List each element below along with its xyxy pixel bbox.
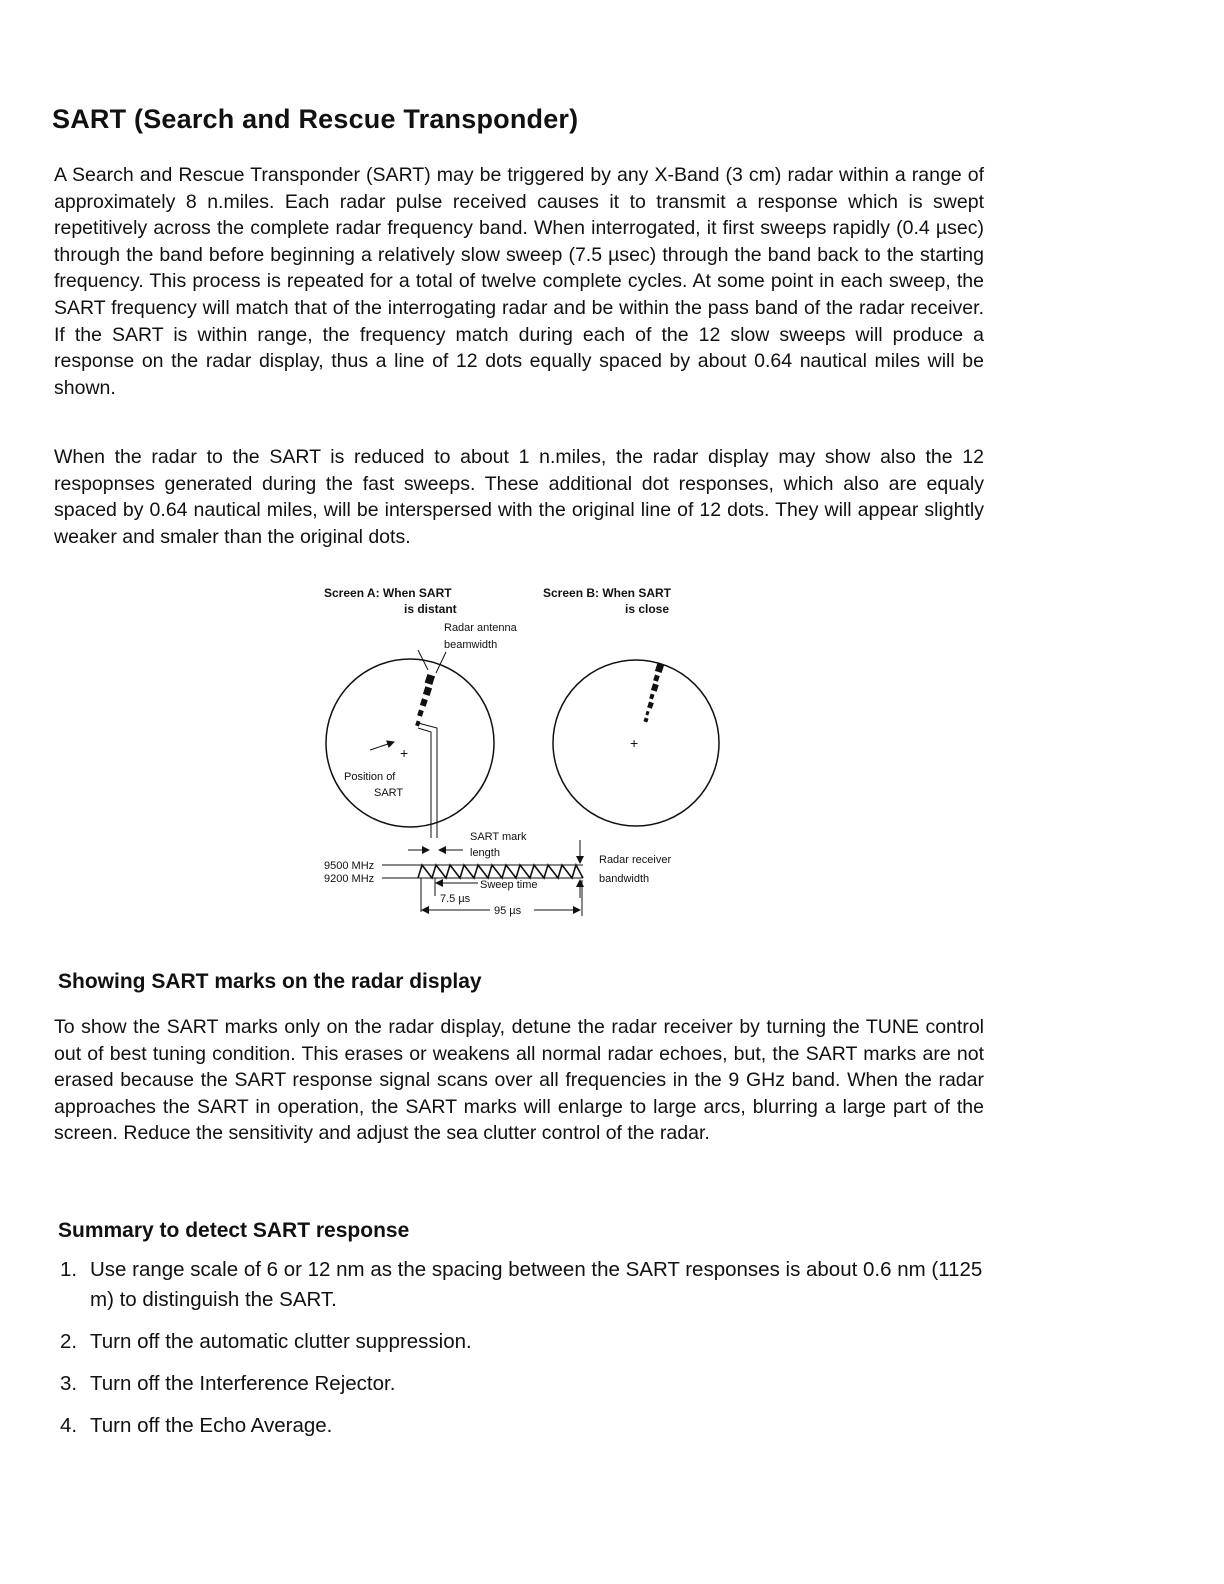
display-paragraph: To show the SART marks only on the radar display, detune the radar receiver by turning the TUNE control out of best tuning condition. This erases or weakens all normal radar echoes, but, the SART marks are not erased because the SART response signal scans over all frequencies in the 9 GHz band. When the radar approaches the SART in operation, the SART marks will enlarge to large arcs, blurring a large part of the screen. Reduce the sensitivity and adjust the sea clutter control of the radar. <box>54 1016 984 1145</box>
intro-paragraph: A Search and Rescue Transponder (SART) may be triggered by any X-Band (3 cm) radar within a range of approximately 8 n.miles. Each radar pulse received causes it to transmit a response which is swept repetitively across the complete radar frequency band. When interrogated, it first sweeps rapidly (0.4 µsec) through the band before beginning a relatively slow sweep (7.5 µsec) through the band back to the starting frequency. This process is repeated for a total of twelve complete cycles. At some point in each sweep, the SART frequency will match that of the interrogating radar and be within the pass band of the radar receiver. If the SART is within range, the frequency match during each of the 12 slow sweeps will produce a response on the radar display, thus a line of 12 dots equally spaced by about 0.64 nautical miles will be shown. <box>54 164 984 399</box>
bandwidth-sublabel: bandwidth <box>599 873 650 885</box>
list-item <box>60 1369 995 1399</box>
antenna-label: Radar antenna <box>444 622 517 634</box>
leader-outer <box>418 723 437 838</box>
sart-dots-distant <box>415 674 435 727</box>
sweep-duration-label: 7.5 µs <box>440 893 471 905</box>
bandwidth-label: Radar receiver <box>599 854 672 866</box>
sart-position-arrow <box>370 742 394 750</box>
sart-mark-sublabel: length <box>470 847 500 859</box>
position-label: Position of <box>344 771 396 783</box>
step-number: 1. <box>60 1258 78 1281</box>
step-text: Use range scale of 6 or 12 nm as the spacing between the SART responses is about 0.6 nm (1125 m) to distinguish the SART. <box>90 1258 983 1311</box>
display-section-heading: Showing SART marks on the radar display <box>58 970 482 993</box>
step-number: 4. <box>60 1414 78 1437</box>
antenna-sublabel: beamwidth <box>444 639 498 651</box>
list-item <box>60 1327 995 1357</box>
position-sublabel: SART <box>374 787 404 799</box>
total-duration-label: 95 µs <box>494 905 522 917</box>
leader-inner <box>418 728 431 838</box>
list-item <box>60 1255 995 1315</box>
screen-b-sublabel: is close <box>625 602 670 616</box>
step-text: Turn off the Echo Average. <box>90 1414 333 1437</box>
step-text: Turn off the automatic clutter suppression. <box>90 1330 472 1353</box>
step-number: 3. <box>60 1372 78 1395</box>
summary-steps <box>60 1255 995 1453</box>
sweep-waveform <box>418 865 583 878</box>
sart-mark-label: SART mark <box>470 831 527 843</box>
list-item <box>60 1411 995 1441</box>
sweep-time-label: Sweep time <box>480 879 538 891</box>
close-range-paragraph: When the radar to the SART is reduced to about 1 n.miles, the radar display may show also the 12 respopnses generated during the fast sweeps. These additional dot responses, which also are equaly spaced by 0.64 nautical miles, will be interspersed with the original line of 12 dots. They will appear slightly weaker and smaler than the original dots. <box>54 446 984 548</box>
freq-high-label: 9500 MHz <box>324 860 375 872</box>
freq-low-label: 9200 MHz <box>324 873 375 885</box>
screen-a-sublabel: is distant <box>404 602 457 616</box>
own-ship-marker-b: + <box>630 735 639 751</box>
summary-section-heading: Summary to detect SART response <box>58 1219 410 1242</box>
beam-right <box>436 652 446 673</box>
screen-b-label: Screen B: When SART <box>543 586 672 600</box>
radar-screen-a <box>326 659 494 827</box>
step-text: Turn off the Interference Rejector. <box>90 1372 396 1395</box>
step-number: 2. <box>60 1330 78 1353</box>
own-ship-marker-a: + <box>400 745 409 761</box>
page-title: SART (Search and Rescue Transponder) <box>52 104 579 134</box>
screen-a-label: Screen A: When SART <box>324 586 452 600</box>
sart-radar-diagram <box>318 580 738 925</box>
sart-dots-close <box>643 663 664 722</box>
